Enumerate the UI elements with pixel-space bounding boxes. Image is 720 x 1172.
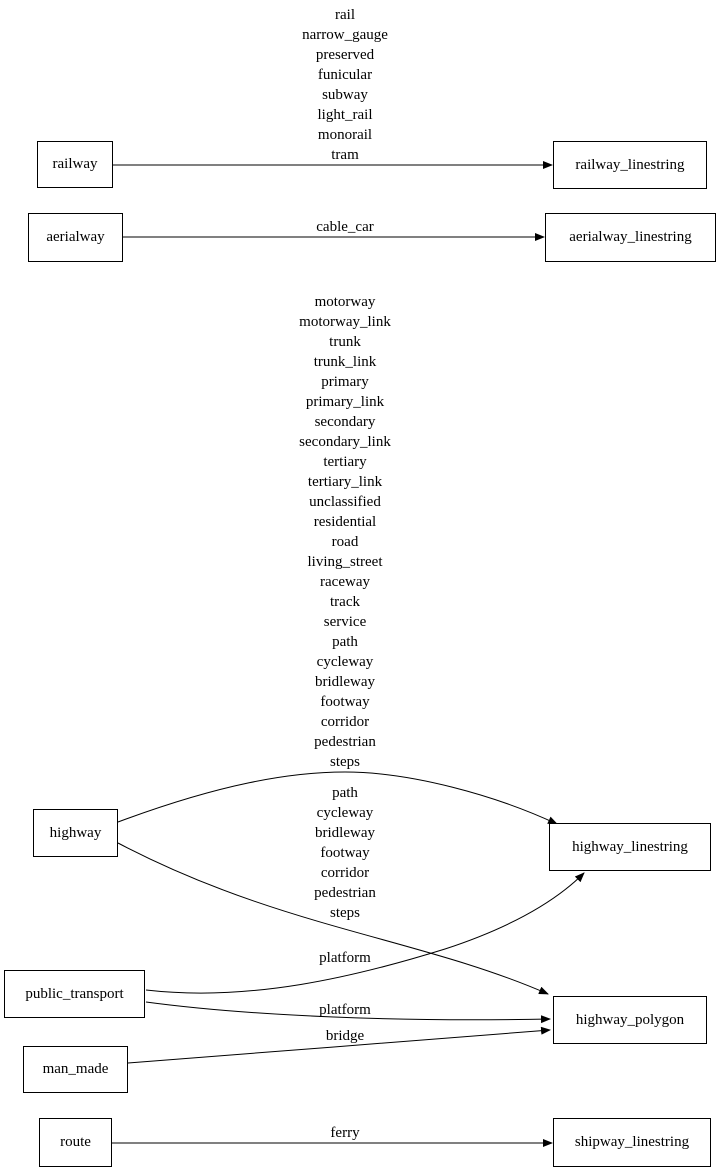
edge-label-value: secondary: [314, 414, 376, 430]
edge-label-value: funicular: [317, 67, 373, 83]
node-label: railway: [52, 156, 98, 172]
edge-label-value: monorail: [317, 127, 373, 143]
edge-label-railway-values: [302, 5, 388, 165]
edge-label-value: corridor: [320, 865, 370, 881]
node-label: railway_linestring: [575, 156, 685, 173]
node-label: man_made: [42, 1061, 109, 1077]
edge-label-value: subway: [322, 87, 368, 103]
node-railway-linestring: [553, 141, 707, 189]
edge-label-value: living_street: [307, 554, 383, 570]
edge-label-value: platform: [319, 1002, 371, 1018]
edge-label-value: path: [332, 634, 358, 650]
edge-label-value: footway: [320, 694, 370, 710]
edge-label-value: bridleway: [315, 825, 375, 841]
edge-label-value: cable_car: [316, 219, 374, 235]
edge-label-public-transport-polygon-values: [319, 1000, 371, 1020]
node-label: aerialway_linestring: [569, 229, 692, 245]
edge-label-aerialway-values: [316, 217, 373, 237]
edge-label-value: path: [332, 785, 358, 801]
edge-label-value: trunk_link: [313, 354, 377, 370]
edge-label-value: rail: [334, 7, 355, 23]
edge-label-value: pedestrian: [314, 734, 376, 750]
node-shipway-linestring: [553, 1118, 711, 1167]
node-route: [39, 1118, 112, 1167]
node-man-made: [23, 1046, 128, 1093]
node-aerialway-linestring: [545, 213, 716, 262]
edge-label-value: motorway_link: [299, 314, 391, 330]
edge-label-value: tram: [331, 147, 359, 163]
edge-label-highway-linestring-values: [299, 292, 391, 772]
node-label: highway_linestring: [572, 838, 688, 855]
edge-label-value: pedestrian: [314, 885, 376, 901]
edge-label-value: primary_link: [305, 394, 385, 410]
edge-label-value: ferry: [330, 1125, 360, 1141]
node-label: highway: [49, 824, 102, 841]
node-railway: [37, 141, 113, 188]
edge-label-value: unclassified: [309, 494, 381, 510]
edge-label-value: steps: [330, 754, 360, 770]
edge-label-value: service: [323, 614, 367, 630]
edge-label-route-values: [330, 1123, 359, 1143]
edge-label-value: raceway: [320, 574, 370, 590]
edge-label-value: road: [331, 534, 359, 550]
edge-label-value: tertiary: [323, 454, 367, 470]
edge-label-value: tertiary_link: [307, 474, 383, 490]
edge-label-value: bridge: [325, 1028, 365, 1044]
edge-label-value: bridleway: [315, 674, 375, 690]
edge-label-value: footway: [320, 845, 370, 861]
node-public-transport: [4, 970, 145, 1018]
edge-label-value: track: [330, 594, 360, 610]
node-aerialway: [28, 213, 123, 262]
edge-label-value: secondary_link: [299, 434, 391, 450]
node-label: route: [60, 1134, 91, 1150]
edge-label-value: narrow_gauge: [302, 27, 388, 43]
node-label: shipway_linestring: [574, 1134, 690, 1150]
edge-label-public-transport-linestring-values: [319, 948, 371, 968]
edge-label-value: motorway: [314, 294, 376, 310]
edge-label-highway-polygon-values: [314, 783, 376, 923]
edge-label-value: trunk: [329, 334, 361, 350]
edge-label-value: steps: [329, 905, 360, 921]
node-highway-linestring: [549, 823, 711, 871]
node-label: aerialway: [46, 229, 105, 245]
edge-label-value: cycleway: [316, 654, 374, 670]
edge-label-value: corridor: [320, 714, 370, 730]
edge-label-value: primary: [321, 374, 369, 390]
edge-label-value: residential: [313, 514, 377, 530]
node-highway: [33, 809, 118, 857]
node-highway-polygon: [553, 996, 707, 1044]
edge-label-man-made-values: [326, 1026, 364, 1046]
edge-label-value: preserved: [315, 47, 375, 63]
edge-label-value: cycleway: [316, 805, 374, 821]
node-label: highway_polygon: [575, 1011, 685, 1028]
edge-label-value: light_rail: [317, 107, 373, 123]
edge-label-value: platform: [319, 950, 371, 966]
node-label: public_transport: [25, 985, 124, 1002]
